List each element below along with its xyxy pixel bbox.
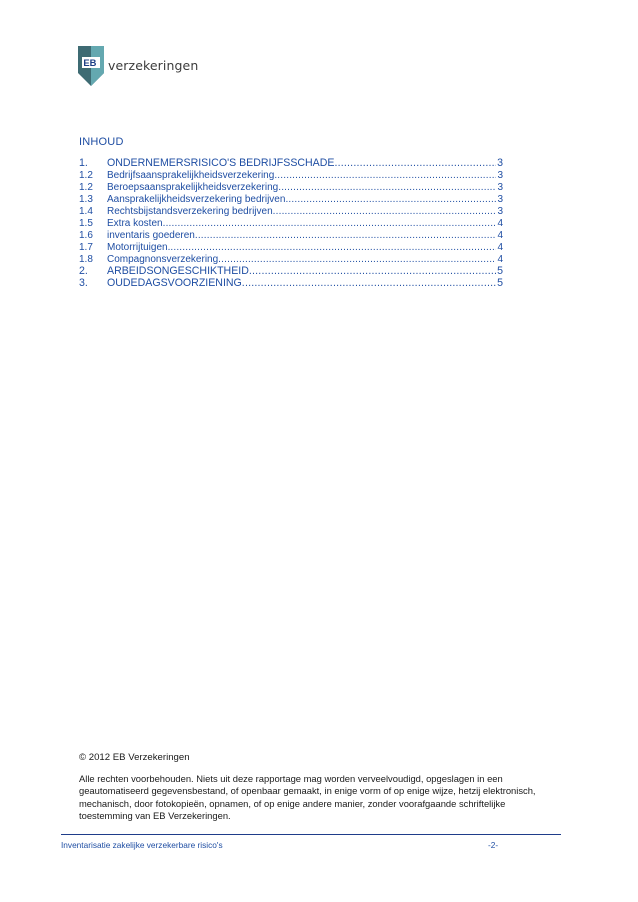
toc-entry-title: Aansprakelijkheidsverzekering bedrijven (107, 193, 286, 205)
toc-entry-page: 3 (497, 158, 503, 169)
toc-dot-leader (170, 242, 496, 253)
eb-logo (78, 46, 198, 86)
toc-entry-page: 5 (497, 265, 503, 277)
logo-mark-letters: EB (83, 57, 97, 69)
toc-entry-title: Compagnonsverzekering (107, 253, 219, 265)
logo-text: verzekeringen (108, 57, 199, 73)
toc-heading: INHOUD (79, 136, 124, 148)
toc-entry-title: Beroepsaansprakelijkheidsverzekering (107, 181, 279, 193)
toc-entry-page: 3 (497, 169, 503, 181)
toc-entry-number: 1.4 (79, 205, 93, 217)
toc-entry-page: 4 (497, 229, 503, 241)
toc-entry-title: Bedrijfsaansprakelijkheidsverzekering (107, 169, 275, 181)
toc-entry[interactable] (79, 266, 503, 277)
toc-entry-number: 1.7 (79, 241, 93, 253)
footer-document-title: Inventarisatie zakelijke verzekerbare risico's (61, 840, 223, 850)
toc-entry-title: OUDEDAGSVOORZIENING (107, 277, 242, 289)
toc-dot-leader (195, 230, 497, 241)
toc-entry-number: 1.3 (79, 193, 93, 205)
toc-entry[interactable] (79, 158, 503, 169)
toc-entry[interactable] (79, 194, 503, 205)
toc-entry-number: 1.5 (79, 217, 93, 229)
toc-entry-title: ARBEIDSONGESCHIKTHEID (107, 265, 249, 277)
toc-dot-leader (163, 218, 497, 229)
toc-entry[interactable] (79, 182, 503, 193)
toc-entry[interactable] (79, 218, 503, 229)
eb-logo-mark-icon (78, 46, 104, 86)
toc-entry[interactable] (79, 206, 503, 217)
toc-entry[interactable] (79, 242, 503, 253)
toc-entry[interactable] (79, 170, 503, 181)
toc-entry-title: Rechtsbijstandsverzekering bedrijven (107, 205, 273, 217)
toc-entry-page: 4 (497, 253, 503, 265)
footer-rule (61, 834, 561, 835)
toc-entry-page: 3 (497, 181, 503, 193)
toc-entry[interactable] (79, 230, 503, 241)
toc-dot-leader (242, 278, 496, 289)
copyright-notice: © 2012 EB Verzekeringen (79, 752, 190, 763)
toc-entry-page: 4 (497, 241, 503, 253)
toc-dot-leader (278, 182, 496, 193)
table-of-contents (79, 158, 503, 290)
toc-entry-number: 1.2 (79, 169, 93, 181)
toc-entry-number: 2. (79, 265, 88, 277)
footer-page-number: -2- (488, 840, 499, 850)
toc-entry-number: 1.6 (79, 229, 93, 241)
toc-entry[interactable] (79, 278, 503, 289)
toc-dot-leader (274, 170, 496, 181)
toc-entry-number: 3. (79, 277, 88, 289)
toc-entry[interactable] (79, 254, 503, 265)
toc-entry-number: 1.8 (79, 253, 93, 265)
toc-entry-title: ONDERNEMERSRISICO'S BEDRIJFSSCHADE (107, 158, 335, 169)
toc-entry-number: 1.2 (79, 181, 93, 193)
toc-entry-title: inventaris goederen (107, 229, 195, 241)
toc-entry-page: 5 (497, 277, 503, 289)
toc-dot-leader (273, 206, 497, 217)
toc-entry-title: Extra kosten (107, 217, 163, 229)
toc-entry-page: 4 (497, 217, 503, 229)
rights-statement: Alle rechten voorbehouden. Niets uit deze rapportage mag worden verveelvoudigd, opgeslagen in een geautomatiseerd gegevensbestand, of openbaar gemaakt, in enige vorm of op enige wijze, hetzij elektronisch, mechanisch, door fotokopieën, opnamen, of op enige andere manier, zonder voorafgaande schriftelijke toestemming van EB Verzekeringen. (79, 773, 536, 821)
toc-dot-leader (218, 254, 496, 265)
toc-entry-page: 3 (497, 193, 503, 205)
toc-dot-leader (285, 194, 496, 205)
toc-entry-number: 1. (79, 158, 88, 169)
toc-entry-title: Motorrijtuigen. (107, 241, 171, 253)
toc-entry-page: 3 (497, 205, 503, 217)
toc-dot-leader (249, 266, 496, 277)
toc-dot-leader (334, 158, 496, 169)
